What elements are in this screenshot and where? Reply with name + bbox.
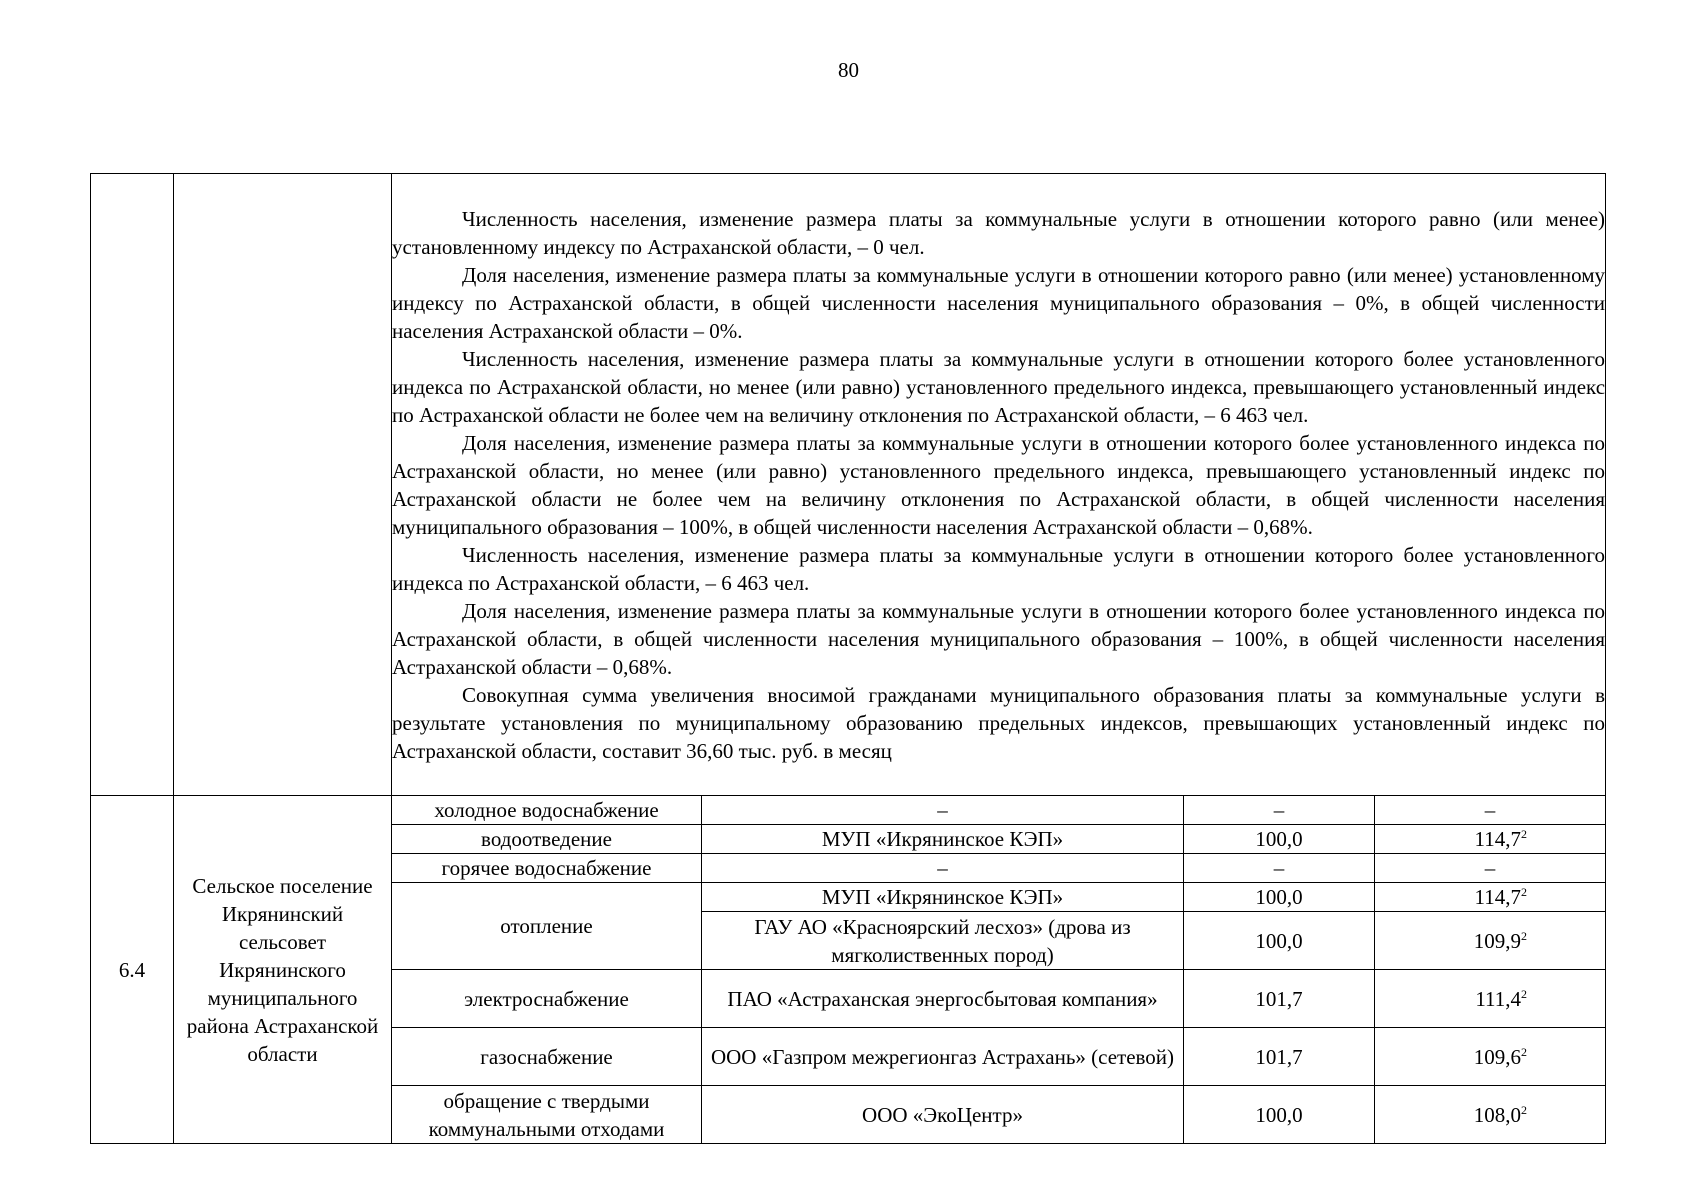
paragraph: Доля населения, изменение размера платы за коммунальные услуги в отношении которого более установленного индекса по Астраханской области, но менее (или равно) установленного предельного индекса, превышающего установленный индекс по Астраханской области не более чем на величину отклонения по Астраханской области, в общей численности населения муниципального образования – 100%, в общей численности населения Астраханской области – 0,68%. xyxy=(392,430,1606,539)
index-value: 100,0 xyxy=(1184,1086,1375,1144)
limit-index-value: 111,4$^2$ xyxy=(1375,970,1606,1028)
index-value: 101,7 xyxy=(1184,970,1375,1028)
index-value: – xyxy=(1184,796,1375,825)
index-value: 100,0 xyxy=(1184,883,1375,912)
provider-name: – xyxy=(702,854,1184,883)
index-value: 100,0 xyxy=(1184,912,1375,970)
paragraph: Численность населения, изменение размера платы за коммунальные услуги в отношении которого равно (или менее) установленному индексу по Астраханской области, – 0 чел. xyxy=(392,206,1606,259)
municipality-name: Сельское поселение Икрянинский сельсовет Икрянинского муниципального района Астраханской области xyxy=(174,796,392,1144)
table-row xyxy=(91,796,1606,825)
footnote-mark: 2 xyxy=(1521,1044,1528,1059)
paragraph: Численность населения, изменение размера платы за коммунальные услуги в отношении которого более установленного индекса по Астраханской области, но менее (или равно) установленного предельного индекса, превышающего установленный индекс по Астраханской области не более чем на величину отклонения по Астраханской области, – 6 463 чел. xyxy=(392,346,1606,427)
index-value: – xyxy=(1184,854,1375,883)
provider-name: ГАУ АО «Красноярский лесхоз» (дрова из мягколиственных пород) xyxy=(702,912,1184,970)
service-name: водоотведение xyxy=(392,825,702,854)
footnote-mark: 2 xyxy=(1521,928,1528,943)
footnote-mark: 2 xyxy=(1521,1102,1528,1117)
limit-index-value: 108,0$^2$ xyxy=(1375,1086,1606,1144)
index-value: 100,0 xyxy=(1184,825,1375,854)
limit-index-value: 109,9$^2$ xyxy=(1375,912,1606,970)
paragraph: Доля населения, изменение размера платы за коммунальные услуги в отношении которого более установленного индекса по Астраханской области, в общей численности населения муниципального образования – 100%, в общей численности населения Астраханской области – 0,68%. xyxy=(392,598,1606,679)
service-name: обращение с твердыми коммунальными отходами xyxy=(392,1086,702,1144)
tariff-table xyxy=(90,173,1606,1144)
paragraph-cell xyxy=(392,174,1606,796)
service-name: отопление xyxy=(392,883,702,970)
footnote-mark: 2 xyxy=(1521,885,1528,899)
page-number: 80 xyxy=(838,58,859,82)
empty-municipality-cell xyxy=(174,174,392,796)
limit-index-value: 109,6$^2$ xyxy=(1375,1028,1606,1086)
empty-number-cell xyxy=(91,174,174,796)
limit-index-value: 114,7$^2$ xyxy=(1375,883,1606,912)
paragraph: Совокупная сумма увеличения вносимой гражданами муниципального образования платы за коммунальные услуги в результате установления по муниципальному образованию предельных индексов, превышающих установленный индекс по Астраханской области, составит 36,60 тыс. руб. в месяц xyxy=(392,682,1606,763)
index-value: 101,7 xyxy=(1184,1028,1375,1086)
continuation-row xyxy=(91,174,1606,796)
provider-name: МУП «Икрянинское КЭП» xyxy=(702,883,1184,912)
service-name: горячее водоснабжение xyxy=(392,854,702,883)
limit-index-value: – xyxy=(1375,796,1606,825)
service-name: электроснабжение xyxy=(392,970,702,1028)
footnote-mark: 2 xyxy=(1521,986,1528,1001)
provider-name: ПАО «Астраханская энергосбытовая компания» xyxy=(702,970,1184,1028)
provider-name: – xyxy=(702,796,1184,825)
provider-name: ООО «ЭкоЦентр» xyxy=(702,1086,1184,1144)
paragraph: Доля населения, изменение размера платы за коммунальные услуги в отношении которого равно (или менее) установленному индексу по Астраханской области, в общей численности населения муниципального образования – 0%, в общей численности населения Астраханской области – 0%. xyxy=(392,262,1606,343)
footnote-mark: 2 xyxy=(1521,827,1528,841)
provider-name: МУП «Икрянинское КЭП» xyxy=(702,825,1184,854)
service-name: холодное водоснабжение xyxy=(392,796,702,825)
section-number: 6.4 xyxy=(91,796,174,1144)
provider-name: ООО «Газпром межрегионгаз Астрахань» (сетевой) xyxy=(702,1028,1184,1086)
paragraph: Численность населения, изменение размера платы за коммунальные услуги в отношении которого более установленного индекса по Астраханской области, – 6 463 чел. xyxy=(392,542,1606,595)
limit-index-value: 114,7$^2$ xyxy=(1375,825,1606,854)
service-name: газоснабжение xyxy=(392,1028,702,1086)
limit-index-value: – xyxy=(1375,854,1606,883)
